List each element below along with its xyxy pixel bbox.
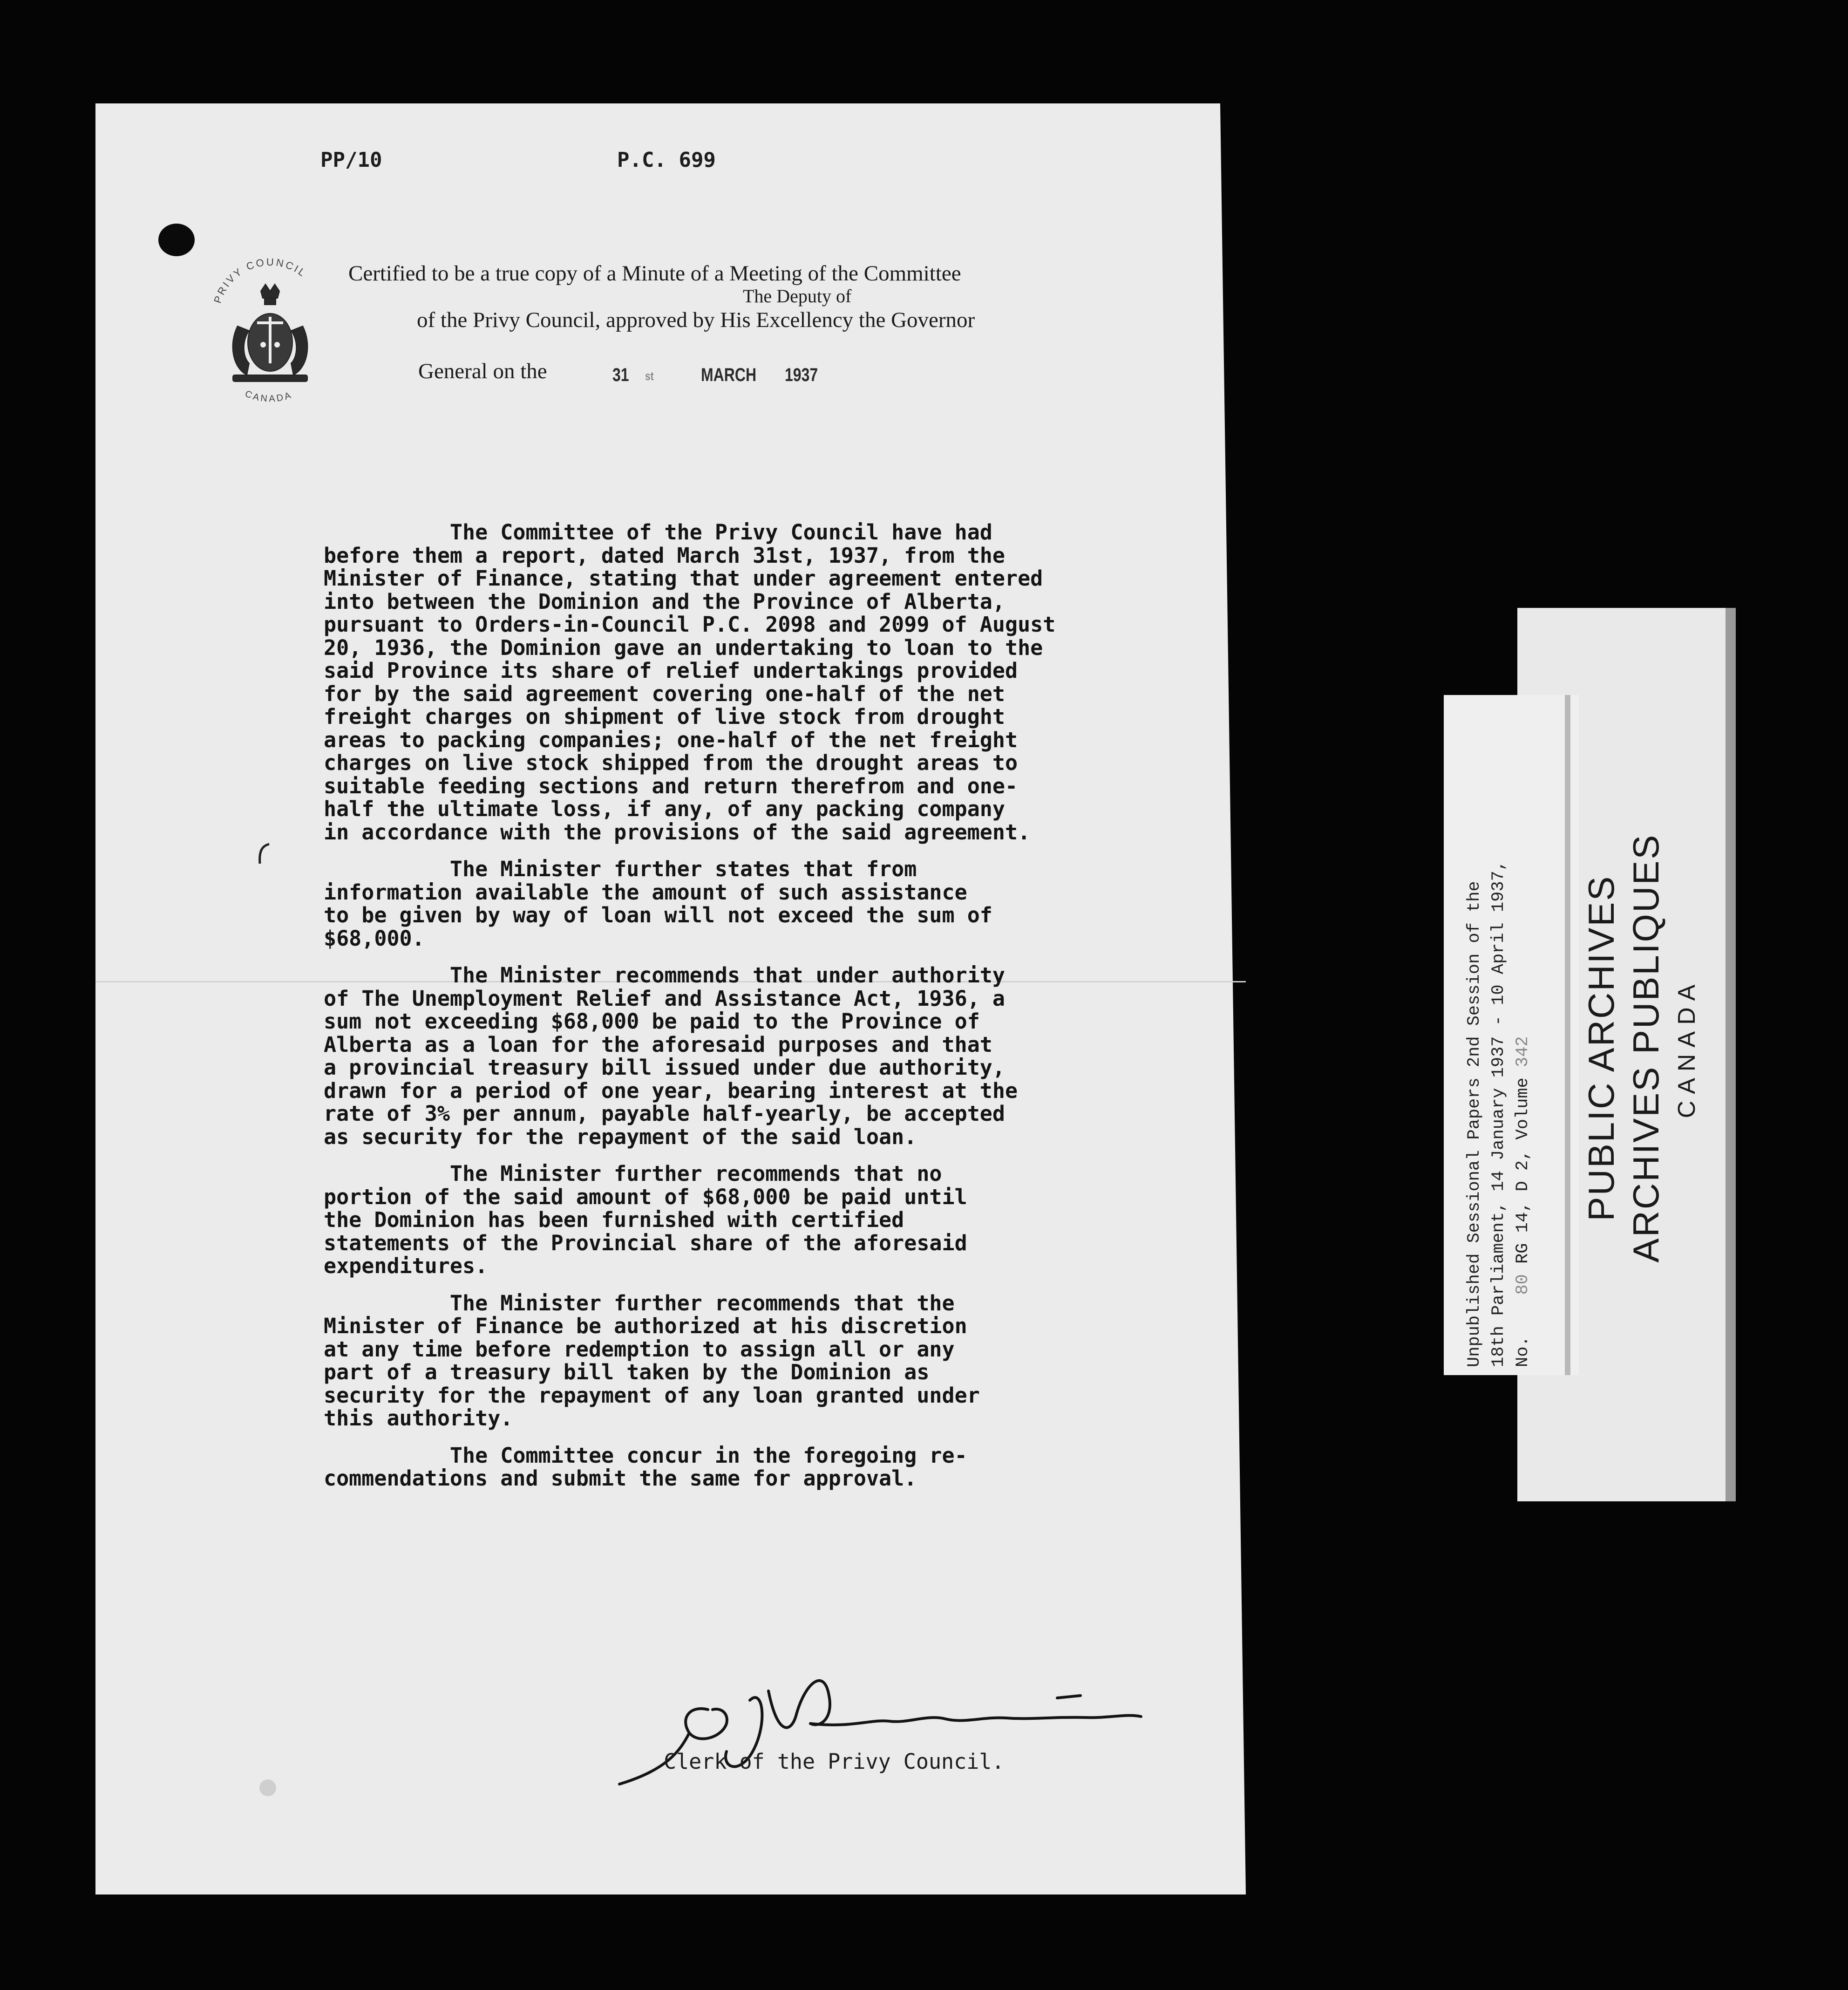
body-line: before them a report, dated March 31st, 1937, from the [324,543,1005,568]
body-line: a provincial treasury bill issued under due authority, [324,1055,1005,1080]
body-line: suitable feeding sections and return therefrom and one- [324,773,1018,798]
minute-body [324,521,1209,1504]
body-line: sum not exceeding $68,000 be paid to the Province of [324,1009,980,1034]
body-line: portion of the said amount of $68,000 be paid until [324,1184,967,1209]
body-line: to be given by way of loan will not exceed the sum of [324,903,992,927]
body-line: The Minister further recommends that no [324,1161,942,1186]
body-line: The Committee concur in the foregoing re- [324,1443,967,1468]
margin-tick-icon [255,842,274,866]
certification-line-1: Certified to be a true copy of a Minute of a Meeting of the Committee [348,261,961,286]
body-line: $68,000. [324,926,425,951]
certification-line-3: General on the [418,359,547,383]
svg-text:CANADA [244,388,294,404]
date-year: 1937 [785,365,818,385]
archives-stamp [1579,792,1705,1304]
body-line: Minister of Finance, stating that under agreement entered [324,566,1043,591]
certification-insert: The Deputy of [743,286,852,307]
body-line: expenditures. [324,1254,488,1278]
body-line: The Minister further states that from [324,857,917,881]
body-line: 20, 1936, the Dominion gave an undertaking to loan to the [324,635,1043,660]
body-line: for by the said agreement covering one-half of the net [324,681,1005,706]
svg-text:PRIVY COUNCIL [211,256,309,305]
body-line: at any time before redemption to assign all or any [324,1336,955,1362]
seal-top-text: PRIVY COUNCIL [211,256,309,305]
body-paragraph [324,858,1209,950]
body-line: drawn for a period of one year, bearing interest at the [324,1078,1018,1103]
archives-title-fr: ARCHIVES PUBLIQUES [1625,833,1666,1263]
body-line: The Minister further recommends that the [324,1290,955,1315]
body-line: as security for the repayment of the said loan. [324,1124,917,1149]
body-line: The Committee of the Privy Council have had [324,520,992,545]
certification-line-2: of the Privy Council, approved by His Excellency the Governor [417,308,975,332]
body-line: pursuant to Orders-in-Council P.C. 2098 and 2099 of August [324,612,1056,637]
order-number: P.C. 699 [617,148,716,172]
privy-council-seal [205,252,331,424]
clerk-title: Clerk of the Privy Council. [664,1749,1005,1774]
archive-strip-shadow [1726,608,1736,1501]
archives-title-en: PUBLIC ARCHIVES [1581,875,1622,1221]
body-paragraph [324,1444,1209,1490]
body-line: in accordance with the provisions of the said agreement. [324,819,1031,845]
file-reference: PP/10 [320,148,382,172]
body-paragraph [324,521,1209,844]
body-paragraph [324,1292,1209,1430]
citation-reference: RG 14, D 2, Volume [1513,1077,1533,1264]
body-line: part of a treasury bill taken by the Dominion as [324,1360,930,1384]
body-line: The Minister recommends that under authority [324,963,1005,988]
body-line: commendations and submit the same for approval. [324,1466,917,1491]
date-day: 31 [612,365,629,385]
body-line: Alberta as a loan for the aforesaid purposes and that [324,1032,992,1057]
clerk-signature [610,1658,1188,1798]
archive-tag-edge [1565,695,1570,1375]
ink-smudge-icon [254,1774,282,1802]
citation-volume: 342 [1513,1036,1533,1068]
body-line: freight charges on shipment of live stock from drought [324,704,1005,729]
body-line: this authority. [324,1406,513,1431]
date-suffix: st [645,369,654,383]
body-line: the Dominion has been furnished with certified [324,1207,904,1232]
body-paragraph [324,1162,1209,1278]
citation-prefix: No. [1513,1336,1533,1367]
citation-line-1: Unpublished Sessional Papers 2nd Session of the [1465,881,1484,1367]
seal-bottom-text: CANADA [243,388,294,404]
body-line: security for the repayment of any loan granted under [324,1383,980,1408]
body-line: information available the amount of such assistance [324,879,967,905]
citation-number: 80 [1513,1274,1533,1295]
body-line: rate of 3% per annum, payable half-yearly, be accepted [324,1101,1005,1126]
body-line: half the ultimate loss, if any, of any packing company [324,797,1005,821]
citation-line-2: 18th Parliament, 14 January 1937 - 10 April 1937, [1489,860,1508,1367]
body-line: into between the Dominion and the Province of Alberta, [324,589,1005,614]
body-line: charges on live stock shipped from the drought areas to [324,750,1018,775]
coat-of-arms-icon [205,252,331,424]
body-line: of The Unemployment Relief and Assistance Act, 1936, a [324,986,1005,1011]
date-month: MARCH [701,365,757,385]
body-line: statements of the Provincial share of the aforesaid [324,1230,967,1255]
body-line: Minister of Finance be authorized at his discretion [324,1314,967,1338]
archives-country: CANADA [1673,978,1700,1118]
archive-citation [1462,860,1535,1367]
punch-hole [158,224,195,256]
body-line: said Province its share of relief undertakings provided [324,658,1018,683]
body-paragraph [324,964,1209,1148]
body-line: areas to packing companies; one-half of the net freight [324,727,1018,752]
